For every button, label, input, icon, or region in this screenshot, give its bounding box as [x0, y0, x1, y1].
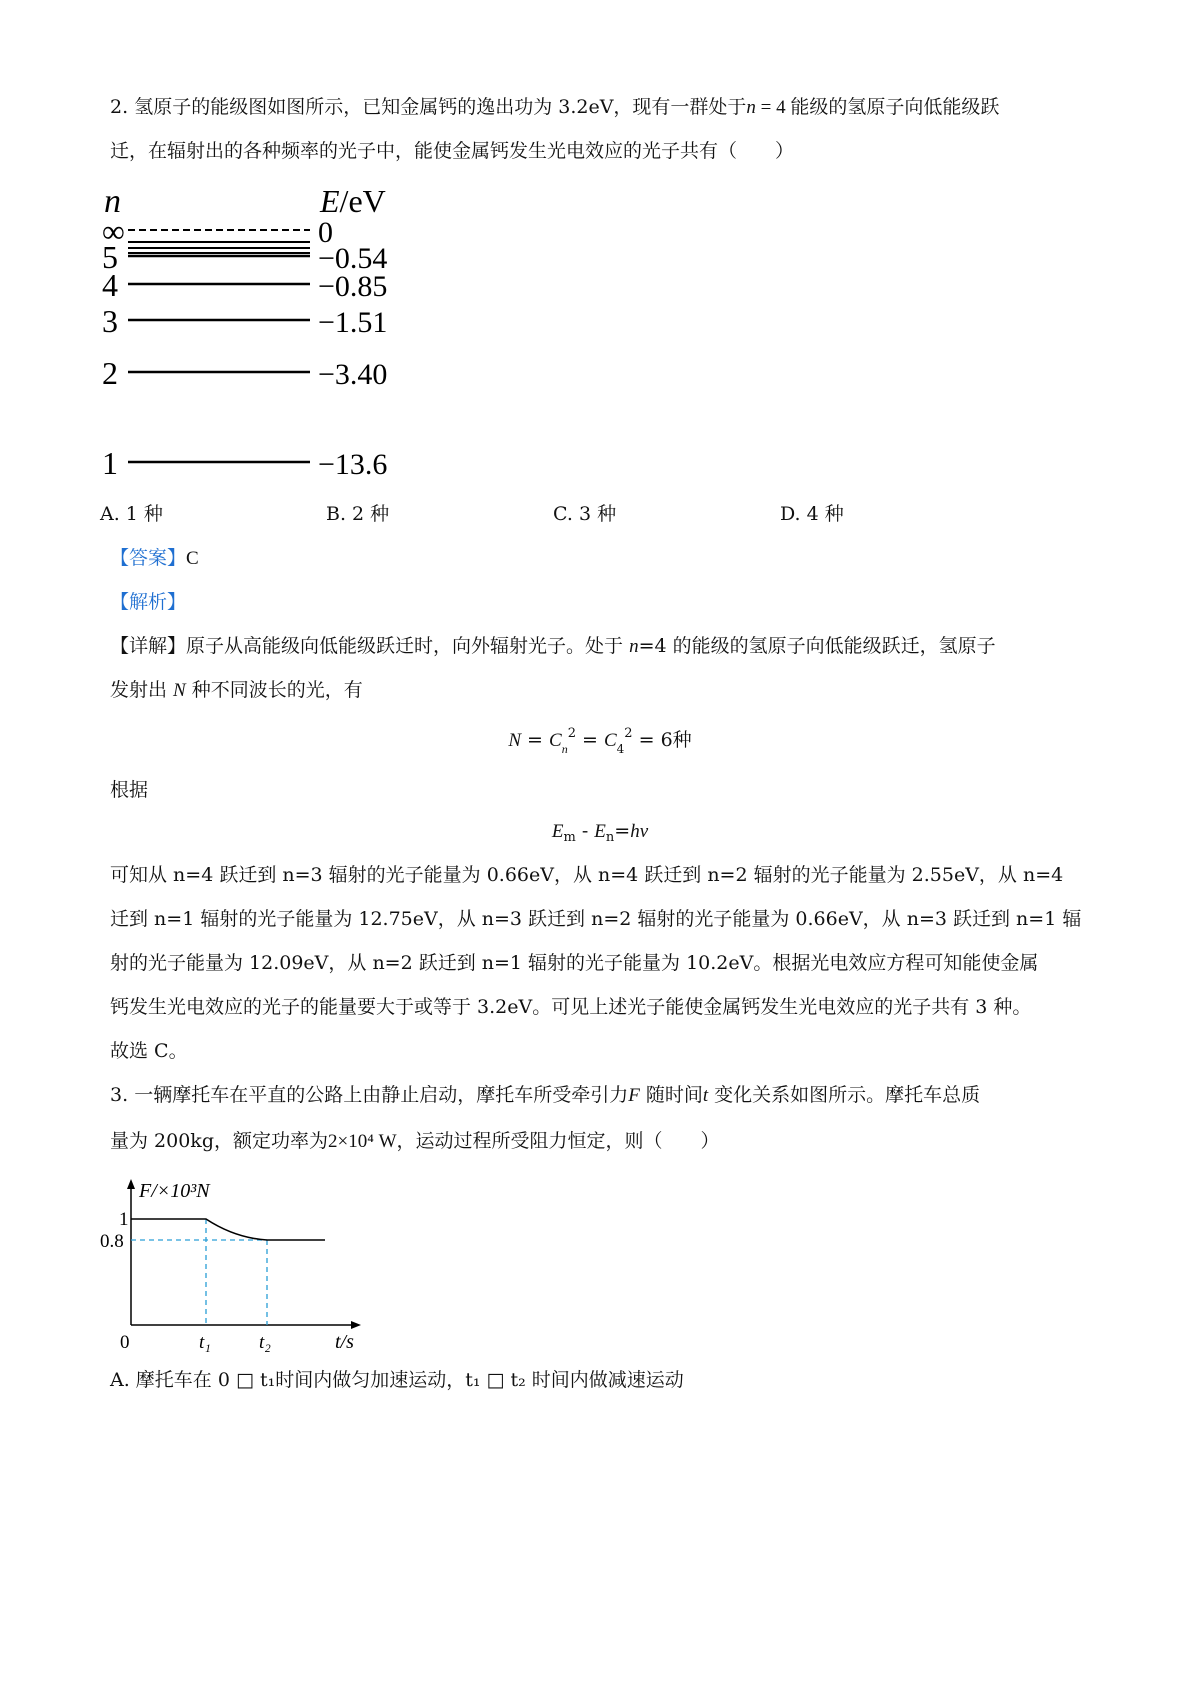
- level-energy-label: −1.51: [318, 306, 388, 339]
- e-axis-label: E/eV: [320, 183, 386, 219]
- option-d[interactable]: D. 4 种: [780, 503, 844, 525]
- x-tick-t2: t₂: [259, 1332, 271, 1353]
- energy-level-diagram: [100, 180, 420, 485]
- answer-tag: 【答案】: [110, 547, 187, 569]
- y-tick-1: 1: [119, 1209, 129, 1230]
- basis-label: 根据: [110, 779, 149, 801]
- level-n-label: 2: [102, 355, 118, 391]
- x-axis-arrow: [351, 1321, 361, 1329]
- level-energy-label: −0.85: [318, 270, 388, 303]
- detail-tag: 【详解】: [110, 635, 187, 657]
- x-tick-t1: t₁: [199, 1332, 211, 1353]
- answer-line: [110, 543, 1110, 574]
- formula-energy: $E_m - E_n=h\nu$: [551, 820, 649, 845]
- q3-stem-line1: 3. 一辆摩托车在平直的公路上由静止启动，摩托车所受牵引力F 随时间t 变化关系如图所示。摩托车总质: [110, 1084, 981, 1106]
- analysis-tag: 【解析】: [110, 591, 187, 613]
- origin-label: 0: [120, 1332, 130, 1353]
- level-energy-label: −13.6: [318, 448, 388, 481]
- x-axis-label: t/s: [335, 1331, 354, 1353]
- q2-stem-line2: 迁，在辐射出的各种频率的光子中，能使金属钙发生光电效应的光子共有（ ）: [110, 140, 795, 162]
- q2-stem-line1: 2. 氢原子的能级图如图所示，已知金属钙的逸出功为 3.2eV，现有一群处于n = 4 能级的氢原子向低能级跃: [110, 96, 1000, 118]
- level-n-label: ∞: [102, 213, 125, 249]
- level-n-label: 4: [102, 267, 118, 303]
- n-axis-label: n: [104, 183, 121, 220]
- explanation-line2: 迁到 n=1 辐射的光子能量为 12.75eV，从 n=3 跃迁到 n=2 辐射的光子能量为 0.66eV，从 n=3 跃迁到 n=1 辐: [110, 908, 1082, 930]
- force-curve: [131, 1219, 325, 1240]
- y-axis-label: F/×10³N: [139, 1180, 210, 1202]
- energy-levels: [102, 213, 387, 481]
- option-c[interactable]: C. 3 种: [553, 503, 617, 525]
- y-tick-0-8: 0.8: [100, 1231, 124, 1252]
- option-b[interactable]: B. 2 种: [326, 503, 390, 525]
- level-n-label: 5: [102, 239, 118, 275]
- detail-line2: 发射出 N 种不同波长的光，有: [110, 679, 363, 701]
- explanation-line1: 可知从 n=4 跃迁到 n=3 辐射的光子能量为 0.66eV，从 n=4 跃迁到 n=2 辐射的光子能量为 2.55eV，从 n=4: [110, 864, 1064, 886]
- q3-option-a[interactable]: A. 摩托车在 0 □ t₁时间内做匀加速运动，t₁ □ t₂ 时间内做减速运动: [110, 1369, 684, 1391]
- level-n-label: 3: [102, 303, 118, 339]
- explanation-line3: 射的光子能量为 12.09eV，从 n=2 跃迁到 n=1 辐射的光子能量为 10.2eV。根据光电效应方程可知能使金属: [110, 952, 1039, 974]
- conclusion: 故选 C。: [110, 1040, 188, 1062]
- level-energy-label: 0: [318, 216, 333, 249]
- explanation-line4: 钙发生光电效应的光子的能量要大于或等于 3.2eV。可见上述光子能使金属钙发生光电效应的光子共有 3 种。: [110, 996, 1032, 1018]
- y-axis-arrow: [127, 1179, 135, 1189]
- level-n-label: 1: [102, 445, 118, 481]
- detail-line1: 【详解】原子从高能级向低能级跃迁时，向外辐射光子。处于 n=4 的能级的氢原子向低能级跃迁，氢原子: [110, 635, 996, 657]
- q3-stem-line2: 量为 200kg，额定功率为2×10⁴ W，运动过程所受阻力恒定，则（ ）: [110, 1130, 720, 1152]
- level-energy-label: −0.54: [318, 242, 388, 275]
- formula-combination: $N = C_n^2 = C_4^2 = 6$种: [508, 726, 692, 756]
- answer-value: C: [186, 548, 199, 569]
- level-energy-label: −3.40: [318, 358, 388, 391]
- option-a[interactable]: A. 1 种: [100, 503, 163, 525]
- force-time-graph: [95, 1175, 415, 1355]
